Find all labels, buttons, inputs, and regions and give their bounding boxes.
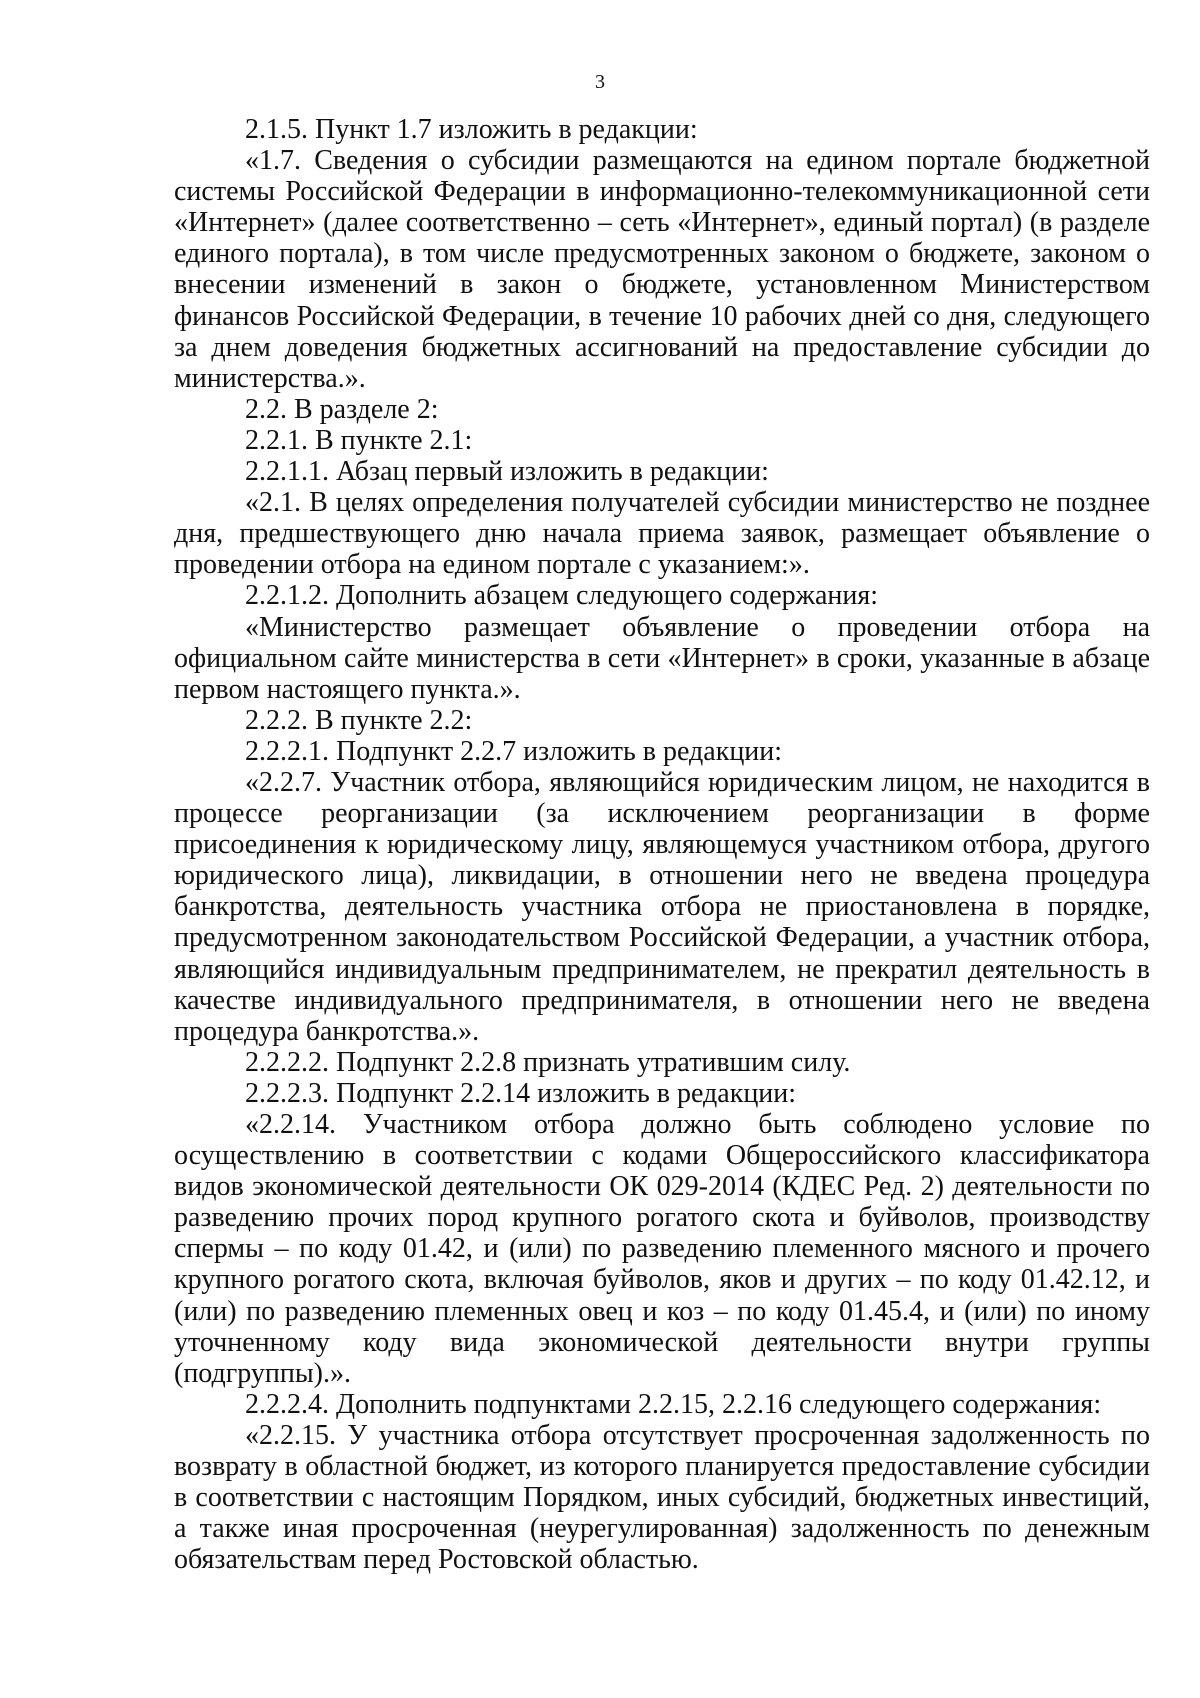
- paragraph-2-2-2-2: 2.2.2.2. Подпункт 2.2.8 признать утратившим силу.: [245, 1046, 851, 1078]
- paragraph-2-2-7-text: «2.2.7. Участник отбора, являющийся юридическим лицом, не находится в процессе реорганизации (за исключением реорганизации в форме присоединения к юридическому лицу, являющемуся участником отбора, другого юридического лица), ликвидации, в отношении него не введена процедура банкротства, деятельность участника отбора не приостановлена в порядке, предусмотренном законодательством Российской Федерации, а участник отбора, являющийся индивидуальным предпринимателем, не прекратил деятельность в качестве индивидуального предпринимателя, в отношении него не введена процедура банкротства.».: [174, 766, 1150, 1047]
- paragraph-2-2-1: 2.2.1. В пункте 2.1:: [245, 424, 473, 456]
- document-body: [174, 114, 1150, 1575]
- paragraph-2-2-2-4: 2.2.2.4. Дополнить подпунктами 2.2.15, 2.2.16 следующего содержания:: [245, 1388, 1102, 1420]
- paragraph-2-2-1-1: 2.2.1.1. Абзац первый изложить в редакции:: [245, 456, 769, 488]
- paragraph-2-2-2-1: 2.2.2.1. Подпункт 2.2.7 изложить в редакции:: [245, 735, 783, 767]
- paragraph-2-2-2-3: 2.2.2.3. Подпункт 2.2.14 изложить в редакции:: [245, 1077, 797, 1109]
- paragraph-1-7-text: «1.7. Сведения о субсидии размещаются на едином портале бюджетной системы Российской Федерации в информационно-телекоммуникационной сети «Интернет» (далее соответственно – сеть «Интернет», единый портал) (в разделе единого портала), в том числе предусмотренных законом о бюджете, законом о внесении изменений в закон о бюджете, установленном Министерством финансов Российской Федерации, в течение 10 рабочих дней со дня, следующего за днем доведения бюджетных ассигнований на предоставление субсидии до министерства.».: [174, 145, 1150, 394]
- paragraph-2-2-1-2: 2.2.1.2. Дополнить абзацем следующего содержания:: [245, 580, 879, 612]
- paragraph-2-2-14-text: «2.2.14. Участником отбора должно быть соблюдено условие по осуществлению в соответствии с кодами Общероссийского классификатора видов экономической деятельности ОК 029-2014 (КДЕС Ред. 2) деятельности по разведению прочих пород крупного рогатого скота и буйволов, производству спермы – по коду 01.42, и (или) по разведению племенного мясного и прочего крупного рогатого скота, включая буйволов, яков и других – по коду 01.42.12, и (или) по разведению племенных овец и коз – по коду 01.45.4, и (или) по иному уточненному коду вида экономической деятельности внутри группы (подгруппы).».: [174, 1109, 1150, 1389]
- page-number: 3: [595, 71, 605, 93]
- paragraph-ministry-announcement: «Министерство размещает объявление о проведении отбора на официальном сайте министерства в сети «Интернет» в сроки, указанные в абзаце первом настоящего пункта.».: [174, 611, 1150, 705]
- paragraph-2-1-5: 2.1.5. Пункт 1.7 изложить в редакции:: [245, 114, 698, 145]
- paragraph-2-2-2: 2.2.2. В пункте 2.2:: [245, 704, 473, 736]
- paragraph-2-1-text: «2.1. В целях определения получателей субсидии министерство не позднее дня, предшествующего дню начала приема заявок, размещает объявление о проведении отбора на едином портале с указанием:».: [174, 487, 1150, 581]
- paragraph-2-2-15-text: «2.2.15. У участника отбора отсутствует просроченная задолженность по возврату в областной бюджет, из которого планируется предоставление субсидии в соответствии с настоящим Порядком, иных субсидий, бюджетных инвестиций, а также иная просроченная (неурегулированная) задолженность по денежным обязательствам перед Ростовской областью.: [174, 1419, 1150, 1576]
- paragraph-2-2: 2.2. В разделе 2:: [245, 393, 439, 425]
